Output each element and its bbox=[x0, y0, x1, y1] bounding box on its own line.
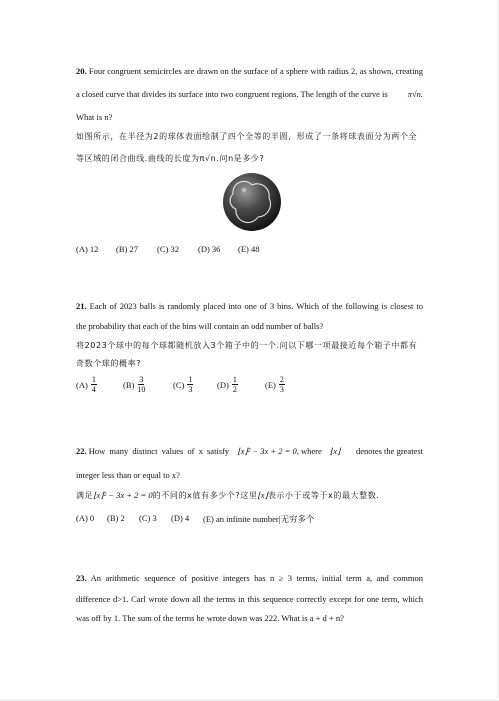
q20-cn-text-1: 如图所示，在半径为2的球体表面绘制了四个全等的半圆，形成了一条将球表面分为两个全 bbox=[76, 132, 418, 141]
q21-option-d-fraction bbox=[232, 375, 238, 394]
q21-cn-line-1 bbox=[76, 340, 423, 351]
q23-text-2: difference d>1. Carl wrote down all the terms in this sequence correctly except for one term, which bbox=[76, 594, 423, 604]
q21-options bbox=[76, 375, 423, 399]
fraction-numerator: 1 bbox=[232, 375, 237, 384]
q21-option-e-fraction bbox=[279, 375, 285, 394]
q22-text-2: integer less than or equal to x? bbox=[76, 470, 180, 480]
q22-options bbox=[76, 513, 423, 525]
q20-line-3 bbox=[76, 112, 423, 123]
q20-cn-line-1 bbox=[76, 131, 423, 142]
q23-line-1 bbox=[76, 573, 423, 584]
q23-line-2 bbox=[76, 594, 423, 605]
q22-option-e[interactable]: (E) an infinite number|无穷多个 bbox=[203, 514, 315, 524]
q20-option-b[interactable]: (B) 27 bbox=[116, 244, 138, 254]
q22-option-b[interactable]: (B) 2 bbox=[107, 513, 125, 523]
q21-text-2: the probability that each of the bins will contain an odd number of balls? bbox=[76, 321, 324, 331]
q22-cn-floor-symbol: ⌊x⌋ bbox=[257, 490, 268, 500]
q23-text-1: An arithmetic sequence of positive integers has n ≥ 3 terms, initial term a, and common bbox=[90, 573, 423, 583]
q21-option-a[interactable] bbox=[76, 375, 97, 394]
q21-option-b-label: (B) bbox=[123, 379, 135, 390]
q20-line-2 bbox=[76, 89, 423, 100]
q22-text-1c: denotes the greatest bbox=[355, 446, 423, 456]
fraction-denominator: 3 bbox=[279, 385, 284, 394]
q21-cn-text-2: 奇数个球的概率? bbox=[76, 359, 142, 368]
q22-line-1 bbox=[76, 446, 423, 457]
q22-cn-text-1a: 满足 bbox=[76, 491, 94, 500]
q23-number: 23. bbox=[76, 573, 87, 583]
q21-option-a-fraction bbox=[91, 375, 97, 394]
q20-option-e[interactable]: (E) 48 bbox=[238, 244, 260, 254]
q20-text-3: What is n? bbox=[76, 112, 113, 122]
q22-line-2 bbox=[76, 470, 423, 481]
q22-cn-line-1 bbox=[76, 490, 423, 501]
q20-option-d[interactable]: (D) 36 bbox=[198, 244, 221, 254]
q20-option-c[interactable]: (C) 32 bbox=[157, 244, 179, 254]
q22-option-d[interactable]: (D) 4 bbox=[171, 513, 190, 523]
fraction-numerator: 3 bbox=[139, 375, 144, 384]
q22-cn-text-1b: 的不同的x值有多少个?这里 bbox=[152, 491, 258, 500]
q21-option-d-label: (D) bbox=[217, 379, 229, 390]
q20-text-2: a closed curve that divides its surface into two congruent regions. The length of the curve is bbox=[76, 89, 388, 99]
q22-equation: ⌊x⌋² − 3x + 2 = 0 bbox=[237, 446, 297, 456]
q20-line-1 bbox=[76, 66, 423, 77]
q22-option-c[interactable]: (C) 3 bbox=[139, 513, 157, 523]
q21-text-1: Each of 2023 balls is randomly placed into one of 3 bins. Which of the following is closest to bbox=[89, 301, 423, 311]
q22-floor-symbol: ⌊x⌋ bbox=[329, 446, 341, 456]
q20-option-a[interactable]: (A) 12 bbox=[76, 244, 99, 254]
q21-option-e-label: (E) bbox=[265, 379, 276, 390]
q20-formula: π√n. bbox=[407, 89, 423, 99]
q21-cn-text-1: 将2023个球中的每个球都随机放入3个箱子中的一个.问以下哪一项最接近每个箱子中都有 bbox=[76, 341, 418, 350]
q21-option-e[interactable] bbox=[265, 375, 285, 394]
q21-cn-line-2 bbox=[76, 358, 423, 369]
sphere-figure bbox=[222, 172, 282, 232]
fraction-denominator: 2 bbox=[232, 385, 237, 394]
q22-text-1a: How many distinct values of x satisfy bbox=[88, 446, 230, 456]
q22-option-a[interactable]: (A) 0 bbox=[76, 513, 95, 523]
fraction-numerator: 1 bbox=[91, 375, 96, 384]
q21-option-c-fraction bbox=[187, 375, 193, 394]
q23-line-3 bbox=[76, 613, 423, 624]
fraction-denominator: 3 bbox=[188, 385, 193, 394]
q21-line-1 bbox=[76, 301, 423, 312]
q21-option-c-label: (C) bbox=[173, 379, 185, 390]
fraction-denominator: 4 bbox=[91, 385, 96, 394]
q23-text-3: was off by 1. The sum of the terms he wrote down was 222. What is a + d + n? bbox=[76, 613, 344, 623]
q21-option-b-fraction bbox=[137, 375, 145, 394]
q21-option-c[interactable] bbox=[173, 375, 193, 394]
q20-text-1: Four congruent semicircles are drawn on the surface of a sphere with radius 2, as shown, creating bbox=[88, 66, 424, 76]
q20-cn-line-2 bbox=[76, 153, 423, 164]
q22-cn-equation: ⌊x⌋² − 3x + 2 = 0 bbox=[93, 490, 153, 500]
q20-number: 20. bbox=[76, 66, 87, 76]
q22-number: 22. bbox=[76, 446, 87, 456]
fraction-numerator: 2 bbox=[279, 375, 284, 384]
fraction-numerator: 1 bbox=[188, 375, 193, 384]
q21-option-a-label: (A) bbox=[76, 379, 88, 390]
q21-line-2 bbox=[76, 321, 423, 332]
q20-cn-text-2: 等区域的闭合曲线.曲线的长度为π√n.问n是多少? bbox=[76, 154, 265, 163]
q22-text-1b: , where bbox=[296, 446, 322, 456]
q21-option-d[interactable] bbox=[217, 375, 238, 394]
q21-number: 21. bbox=[76, 301, 87, 311]
q22-cn-text-1c: 表示小于或等于x的最大整数. bbox=[267, 491, 380, 500]
q21-option-b[interactable] bbox=[123, 375, 145, 394]
fraction-denominator: 10 bbox=[137, 385, 146, 394]
q20-options bbox=[76, 244, 423, 256]
